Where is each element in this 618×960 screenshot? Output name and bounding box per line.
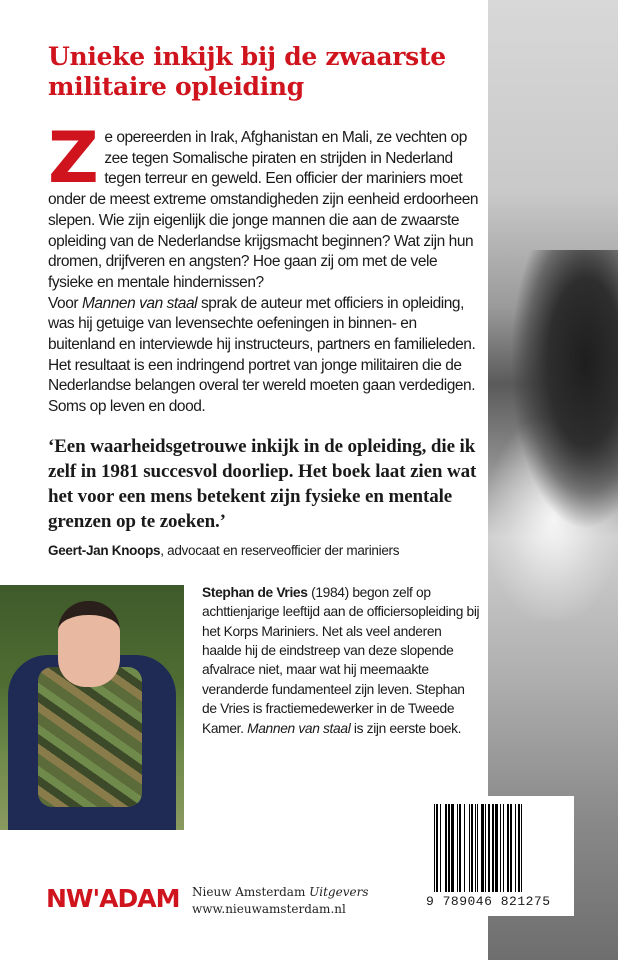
author-section	[0, 585, 488, 830]
intro-paragraph-1: e opereerden in Irak, Afghanistan en Mali, ze vechten op zee tegen Somalische piraten en strijden in Nederland tegen terreur en geweld. Een officier der mariniers moet onder de meest extreme omstandigheden zijn eenheid erdoorheen slepen. Wie zijn eigenlijk die jonge mannen die aan de zwaarste opleiding van de Nederlandse krijgsmacht beginnen? Wat zijn hun dromen, drijfveren en angsten? Hoe gaan zij om met de vele fysieke en mentale hindernissen?	[48, 129, 479, 291]
publisher-name-italic: Uitgevers	[309, 885, 369, 899]
bio-text-1: (1984) begon zelf op achttienjarige leeftijd aan de officiersopleiding bij het Korps Mariniers. Net als veel anderen haalde hij de eindstreep van deze slopende afvalrace niet, maar wat hij meemaakte veranderde fundamenteel zijn leven. Stephan de Vries is fractiemedewerker in de Tweede Kamer.	[202, 584, 480, 736]
quote-attribution	[48, 542, 484, 559]
isbn-barcode	[422, 796, 574, 916]
bio-text-2: is zijn eerste boek.	[350, 720, 462, 736]
quote-author-role: , advocaat en reserveofficier der mariniers	[160, 542, 400, 558]
author-photo	[0, 585, 184, 830]
endorsement-quote: ‘Een waarheidsgetrouwe inkijk in de opleiding, die ik zelf in 1981 succesvol doorliep. Het boek laat zien wat het voor een mens betekent zijn fysieke en mentale grenzen op te zoeken.’	[48, 435, 477, 532]
intro-paragraph-2-prefix: Voor	[48, 294, 82, 312]
headline: Unieke inkijk bij de zwaarste militaire opleiding	[48, 42, 446, 101]
intro-paragraph-2: sprak de auteur met officiers in opleiding, was hij getuige van levensechte oefeningen in binnen- en buitenland en interviewde hij instructeurs, partners en familieleden.	[48, 294, 476, 354]
intro-text	[48, 117, 480, 418]
publisher-info	[192, 884, 369, 918]
intro-paragraph-3: Het resultaat is een indringend portret van jonge militairen die de Nederlandse belangen overal ter wereld moeten gaan verdedigen. Soms op leven en dood.	[48, 356, 476, 416]
bio-book-title: Mannen van staal	[247, 720, 351, 736]
cover-photo-soldier-figure	[510, 250, 618, 530]
barcode-bar	[522, 804, 523, 892]
quote-author: Geert-Jan Knoops	[48, 542, 161, 558]
dropcap: Z	[48, 117, 99, 199]
author-name: Stephan de Vries	[202, 584, 308, 600]
author-bio	[202, 583, 482, 738]
barcode-bars	[434, 804, 568, 892]
author-head	[58, 601, 120, 687]
text-column	[0, 42, 488, 830]
intro-book-title: Mannen van staal	[81, 294, 198, 312]
publisher-name: Nieuw Amsterdam	[192, 885, 310, 899]
publisher-website: www.nieuwamsterdam.nl	[192, 902, 346, 916]
publisher-logo: NW'ADAM	[46, 884, 180, 913]
isbn-number: 9 789046 821275	[426, 894, 551, 909]
author-vest	[38, 667, 142, 807]
